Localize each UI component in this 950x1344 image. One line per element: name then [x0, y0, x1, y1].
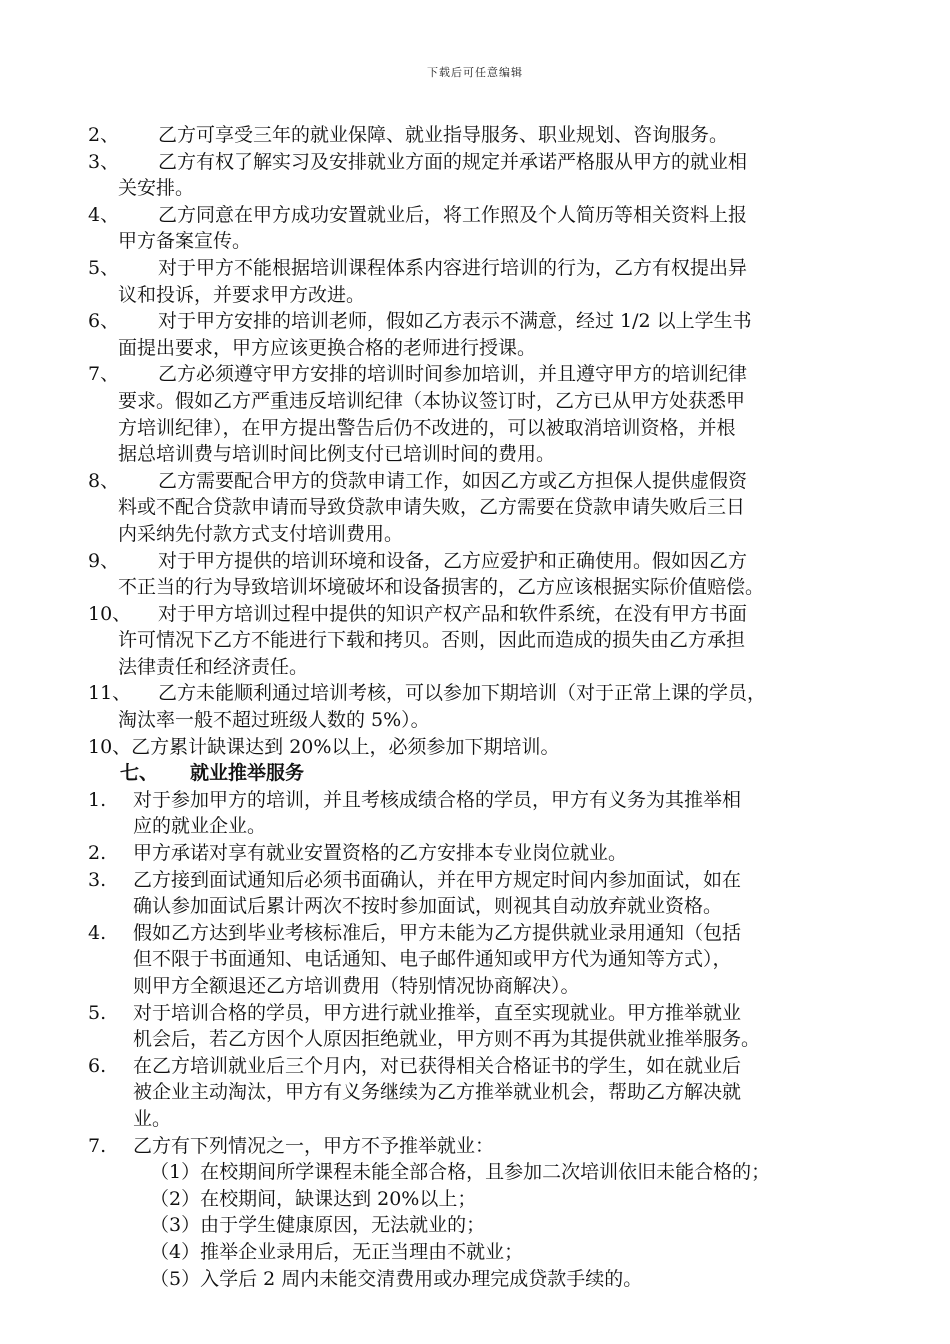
- item-number: 5.: [88, 1001, 107, 1024]
- item-text: 乙方同意在甲方成功安置就业后，将工作照及个人简历等相关资料上报: [158, 203, 748, 226]
- item-number: 1.: [88, 788, 107, 811]
- item-text: 乙方可享受三年的就业保障、就业指导服务、职业规划、咨询服务。: [158, 124, 729, 146]
- item-text: 对于甲方提供的培训环境和设备，乙方应爱护和正确使用。假如因乙方: [158, 549, 748, 572]
- item-line: 机会后，若乙方因个人原因拒绝就业，甲方则不再为其提供就业推举服务。: [133, 1028, 761, 1051]
- list-item: [88, 1053, 878, 1133]
- list-item: [88, 255, 878, 308]
- item-text: 对于甲方安排的培训老师，假如乙方表示不满意，经过 1/2 以上学生书: [158, 310, 752, 333]
- item-number: 8、: [88, 469, 120, 492]
- condition-item: （3）由于学生健康原因，无法就业的；: [150, 1214, 486, 1237]
- item-line: [88, 680, 878, 707]
- item-text: 乙方需要配合甲方的贷款申请工作，如因乙方或乙方担保人提供虚假资: [158, 469, 748, 492]
- list-item: [88, 468, 878, 548]
- item-line: 方培训纪律），在甲方提出警告后仍不改进的，可以被取消培训资格，并根: [118, 416, 736, 439]
- item-line: [88, 840, 878, 867]
- item-text: 对于甲方不能根据培训课程体系内容进行培训的行为，乙方有权提出异: [158, 256, 748, 279]
- item-number: 2.: [88, 842, 107, 865]
- item-text: 10、乙方累计缺课达到 20%以上，必须参加下期培训。: [88, 735, 560, 758]
- item-line: 则甲方全额退还乙方培训费用（特别情况协商解决）。: [133, 975, 580, 997]
- item-number: 4.: [88, 921, 107, 944]
- item-line: 应的就业企业。: [133, 815, 267, 838]
- item-line: 面提出要求，甲方应该更换合格的老师进行授课。: [118, 336, 537, 359]
- item-text: 假如乙方达到毕业考核标准后，甲方未能为乙方提供就业录用通知（包括: [133, 921, 742, 944]
- item-number: 9、: [88, 549, 120, 572]
- item-line: 业。: [133, 1107, 172, 1130]
- item-number: 6.: [88, 1054, 107, 1077]
- list-item: [88, 840, 878, 867]
- item-line: 法律责任和经济责任。: [118, 655, 309, 678]
- item-line: 淘汰率一般不超过班级人数的 5%）。: [118, 709, 430, 732]
- conditions-list: [88, 1159, 878, 1292]
- list-item: [88, 122, 878, 149]
- item-line: [88, 308, 878, 335]
- item-number: 6、: [88, 310, 120, 333]
- condition-item: （4）推举企业录用后，无正当理由不就业；: [150, 1240, 524, 1263]
- item-text: 对于培训合格的学员，甲方进行就业推举，直至实现就业。甲方推举就业: [133, 1001, 742, 1024]
- item-number: 11、: [88, 682, 132, 705]
- item-line: 但不限于书面通知、电话通知、电子邮件通知或甲方代为通知等方式），: [133, 948, 732, 971]
- section-7-heading: [88, 760, 878, 787]
- item-line: [88, 255, 878, 282]
- item-number: 3、: [88, 150, 120, 173]
- condition-item: （1）在校期间所学课程未能全部合格，且参加二次培训依旧未能合格的；: [150, 1161, 771, 1184]
- list-item-10b: [88, 734, 878, 761]
- item-text: 乙方有权了解实习及安排就业方面的规定并承诺严格服从甲方的就业相: [158, 150, 748, 173]
- item-text: 乙方接到面试通知后必须书面确认，并在甲方规定时间内参加面试，如在: [133, 868, 742, 891]
- list-item: [88, 149, 878, 202]
- item-text: 乙方未能顺利通过培训考核，可以参加下期培训（对于正常上课的学员，: [158, 682, 767, 705]
- item-line: [88, 1133, 878, 1160]
- item-line: [88, 122, 878, 149]
- item-line: 不正当的行为导致培训坏境破坏和设备损害的，乙方应该根据实际价值赔偿。: [118, 576, 765, 599]
- section-title: 就业推举服务: [190, 762, 305, 785]
- section-number: 七、: [120, 762, 159, 785]
- item-line: 内采纳先付款方式支付培训费用。: [118, 522, 404, 545]
- list-item: [88, 548, 878, 601]
- item-text: 对于参加甲方的培训，并且考核成绩合格的学员，甲方有义务为其推举相: [133, 788, 742, 811]
- item-line: [88, 149, 878, 176]
- list-item: [88, 202, 878, 255]
- item-line: 要求。假如乙方严重违反培训纪律（本协议签订时，乙方已从甲方处获悉甲: [118, 389, 746, 412]
- item-number: 4、: [88, 203, 120, 226]
- item-text: 乙方有下列情况之一，甲方不予推举就业：: [133, 1134, 495, 1157]
- section-6-items: [88, 122, 878, 734]
- item-line: 据总培训费与培训时间比例支付已培训时间的费用。: [118, 443, 556, 466]
- item-text: 乙方必须遵守甲方安排的培训时间参加培训，并且遵守甲方的培训纪律: [158, 363, 748, 386]
- item-number: 3.: [88, 868, 107, 891]
- page-header: 下载后可任意编辑: [427, 66, 523, 79]
- item-line: [88, 787, 878, 814]
- item-line: [88, 548, 878, 575]
- item-line: 被企业主动淘汰，甲方有义务继续为乙方推举就业机会，帮助乙方解决就: [133, 1081, 742, 1104]
- item-number: 7.: [88, 1134, 107, 1157]
- item-line: 关安排。: [118, 177, 195, 200]
- item-text: 在乙方培训就业后三个月内，对已获得相关合格证书的学生，如在就业后: [133, 1054, 742, 1077]
- item-line: 许可情况下乙方不能进行下载和拷贝。否则，因此而造成的损失由乙方承担: [118, 629, 746, 652]
- item-line: [88, 1000, 878, 1027]
- list-item: [88, 361, 878, 467]
- item-line: 议和投诉，并要求甲方改进。: [118, 283, 366, 306]
- condition-item: （5）入学后 2 周内未能交清费用或办理完成贷款手续的。: [150, 1267, 643, 1290]
- item-line: [88, 1053, 878, 1080]
- list-item: [88, 787, 878, 840]
- item-line: [88, 920, 878, 947]
- list-item: [88, 1000, 878, 1053]
- item-number: 7、: [88, 363, 120, 386]
- item-line: [88, 867, 878, 894]
- item-line: [88, 468, 878, 495]
- item-text: 甲方承诺对享有就业安置资格的乙方安排本专业岗位就业。: [133, 842, 628, 865]
- list-item: [88, 308, 878, 361]
- item-number: 10、: [88, 602, 132, 625]
- item-line: [88, 361, 878, 388]
- item-line: 甲方备案宣传。: [118, 230, 252, 253]
- item-number: 2、: [88, 124, 120, 146]
- item-line: 确认参加面试后累计两次不按时参加面试，则视其自动放弃就业资格。: [133, 895, 723, 918]
- section-7-items: [88, 787, 878, 1159]
- list-item: [88, 920, 878, 1000]
- list-item: [88, 867, 878, 920]
- list-item: [88, 680, 878, 733]
- item-number: 5、: [88, 256, 120, 279]
- item-line: [88, 601, 878, 628]
- list-item: [88, 601, 878, 681]
- condition-item: （2）在校期间，缺课达到 20%以上；: [150, 1187, 477, 1210]
- document-body: [88, 122, 878, 1292]
- item-line: [88, 202, 878, 229]
- list-item: [88, 1133, 878, 1160]
- item-line: 料或不配合贷款申请而导致贷款申请失败，乙方需要在贷款申请失败后三日: [118, 496, 746, 519]
- item-text: 对于甲方培训过程中提供的知识产权产品和软件系统，在没有甲方书面: [158, 602, 748, 625]
